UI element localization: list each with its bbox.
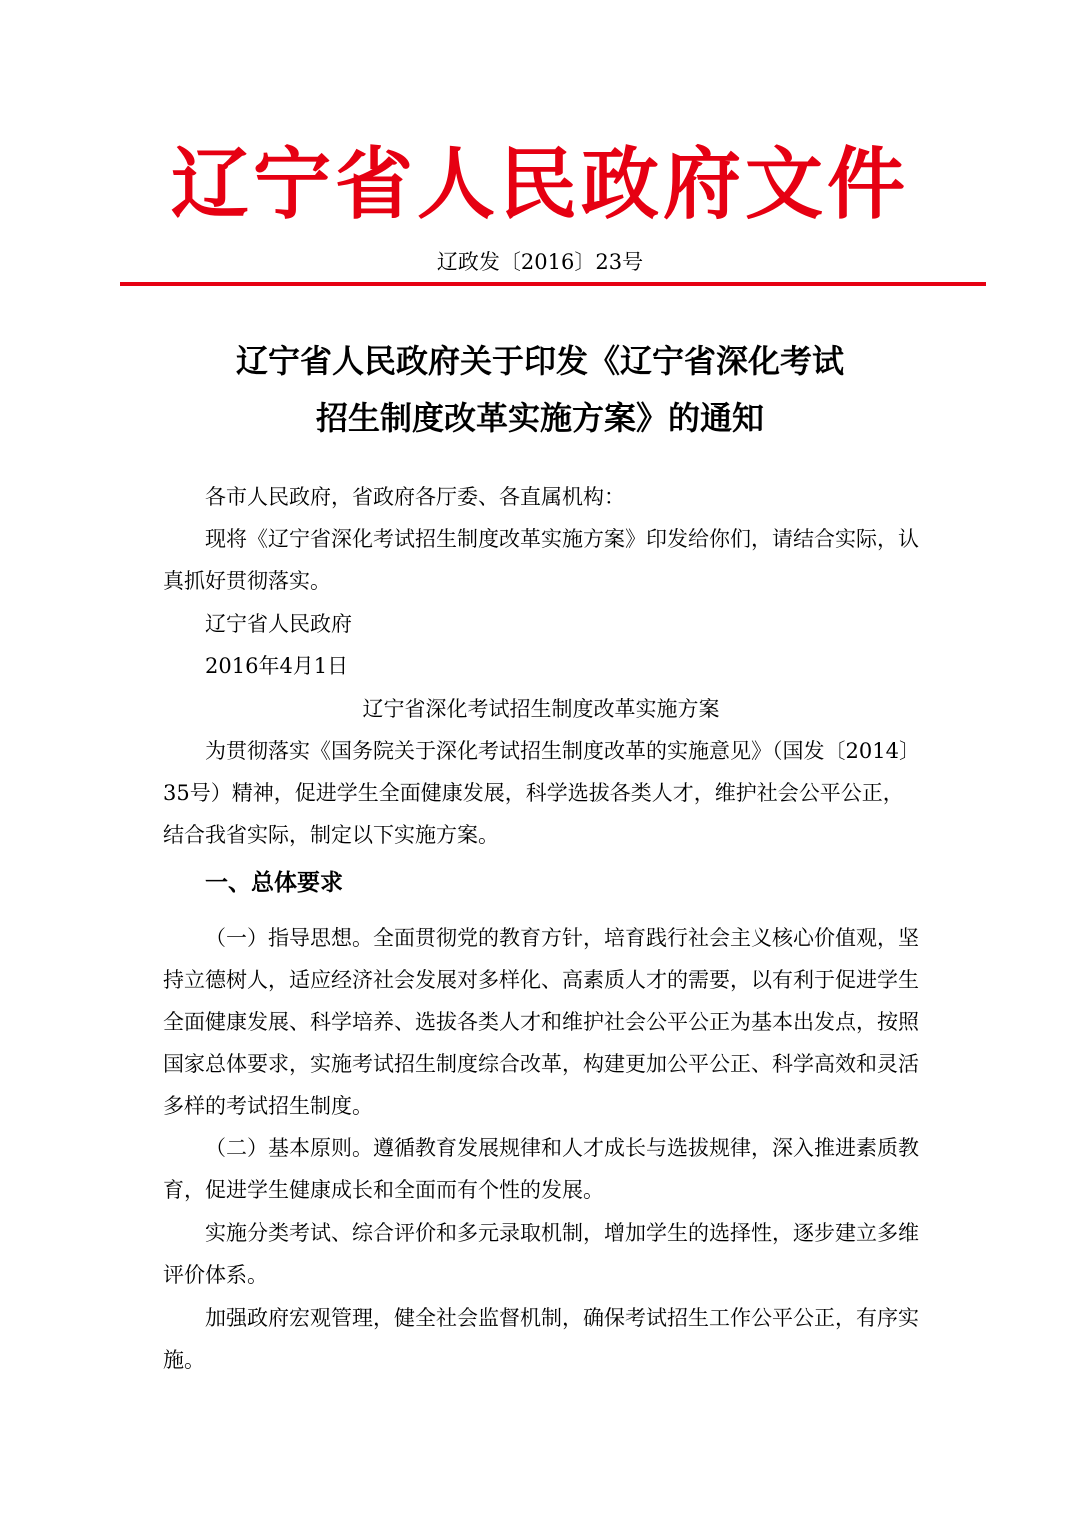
notice-title-line-2: 招生制度改革实施方案》的通知 bbox=[315, 399, 764, 437]
masthead-title: 辽宁省人民政府文件 bbox=[170, 139, 909, 230]
section-heading: 一、总体要求 bbox=[205, 869, 343, 896]
addressee: 各市人民政府，省政府各厅委、各直属机构： bbox=[205, 485, 625, 509]
paragraph-classified-exams: 实施分类考试、综合评价和多元录取机制，增加学生的选择性，逐步建立多维评价体系。 bbox=[163, 1221, 919, 1287]
plan-title: 辽宁省深化考试招生制度改革实施方案 bbox=[362, 697, 720, 721]
paragraph-government-management: 加强政府宏观管理，健全社会监督机制，确保考试招生工作公平公正，有序实施。 bbox=[163, 1306, 919, 1372]
paragraph-guiding-ideology: （一）指导思想。全面贯彻党的教育方针，培育践行社会主义核心价值观，坚持立德树人，适应经济社会发展对多样化、高素质人才的需要，以有利于促进学生全面健康发展、科学培养、选拔各类人才和维护社会公平公正为基本出发点，按照国家总体要求，实施考试招生制度综合改革，构建更加公平公正、科学高效和灵活多样的考试招生制度。 bbox=[163, 926, 919, 1118]
paragraph-basic-principles: （二）基本原则。遵循教育发展规律和人才成长与选拔规律，深入推进素质教育，促进学生健康成长和全面而有个性的发展。 bbox=[163, 1136, 919, 1202]
issue-date: 2016年4月1日 bbox=[205, 654, 349, 678]
plan-intro: 为贯彻落实《国务院关于深化考试招生制度改革的实施意见》（国发〔2014〕35号）精神，促进学生全面健康发展，科学选拔各类人才，维护社会公平公正，结合我省实际，制定以下实施方案。 bbox=[163, 739, 910, 847]
document-number: 辽政发〔2016〕23号 bbox=[436, 250, 644, 274]
notice-title-line-1: 辽宁省人民政府关于印发《辽宁省深化考试 bbox=[235, 342, 844, 380]
notice-body: 现将《辽宁省深化考试招生制度改革实施方案》印发给你们，请结合实际，认真抓好贯彻落实。 bbox=[163, 527, 919, 593]
issuer: 辽宁省人民政府 bbox=[205, 612, 352, 636]
red-divider-line bbox=[120, 282, 986, 286]
